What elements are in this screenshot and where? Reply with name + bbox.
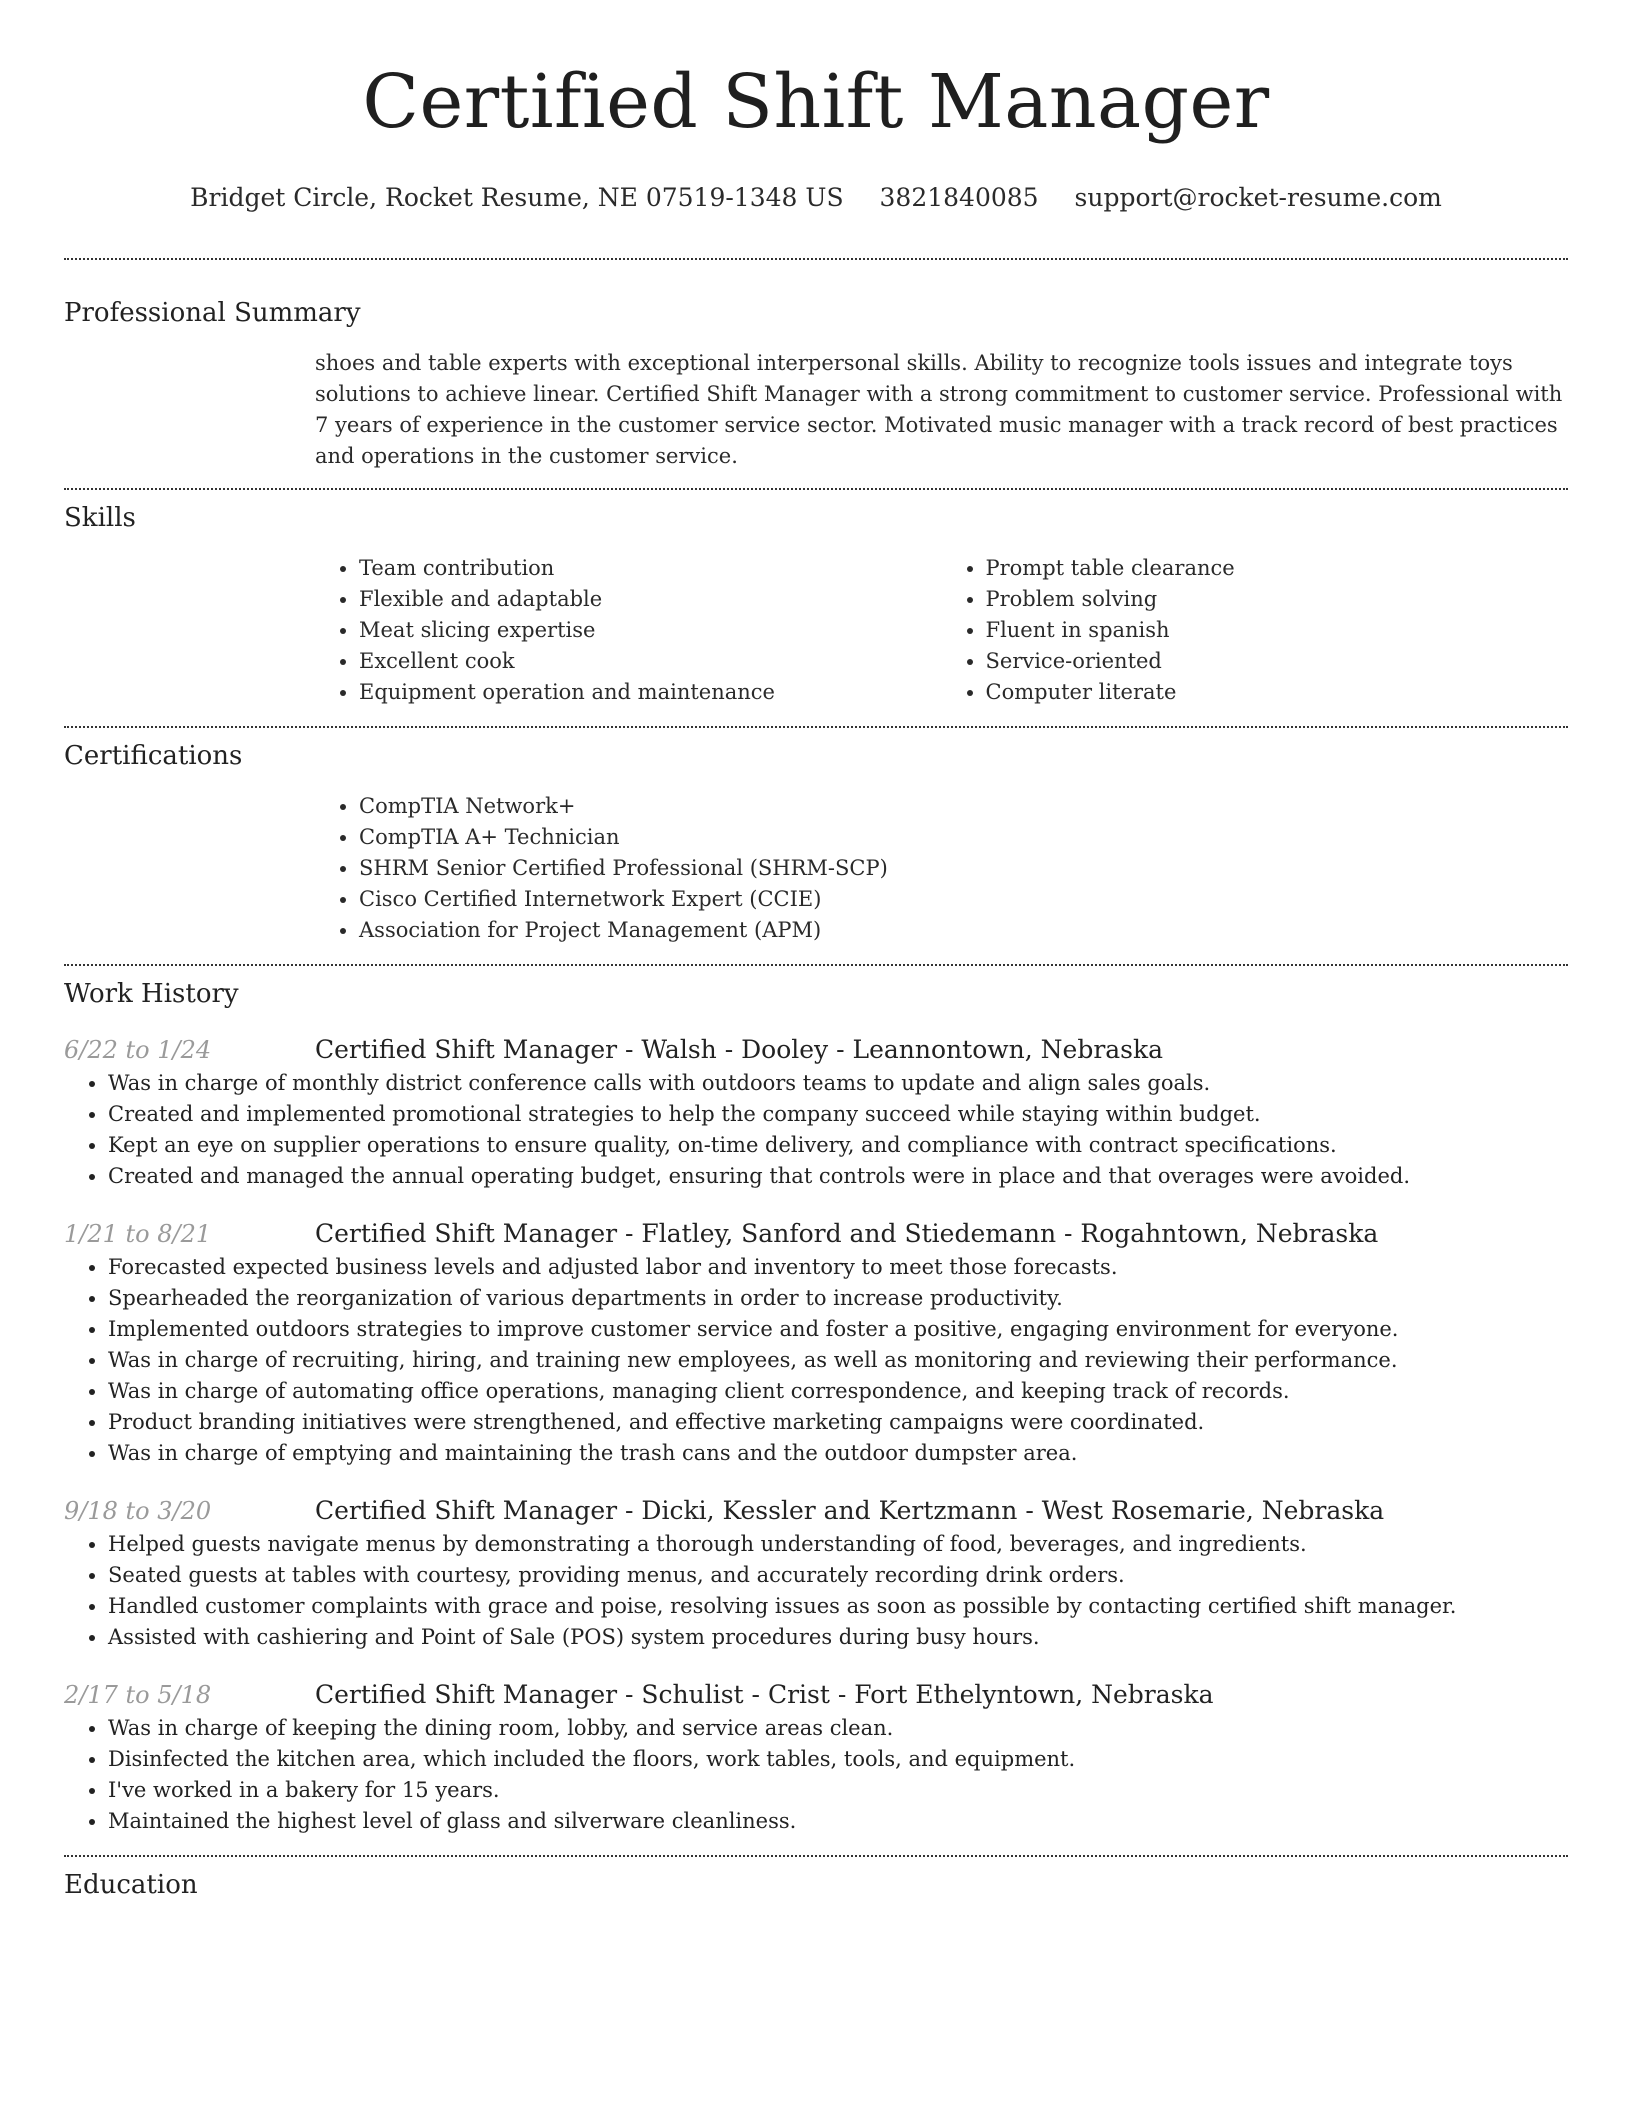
job-entry [64,1032,1568,1192]
list-item: • Problem solving [986,584,1569,615]
list-item: • Created and managed the annual operating budget, ensuring that controls were in place and that overages were avoided. [108,1161,1568,1192]
education-heading: Education [64,1870,198,1900]
list-item: • Excellent cook [359,646,942,677]
job-title: Certified Shift Manager - Schulist - Crist - Fort Ethelyntown, Nebraska [315,1680,1214,1709]
job-title: Certified Shift Manager - Walsh - Dooley - Leannontown, Nebraska [315,1035,1164,1064]
list-item: • CompTIA Network+ [359,791,1568,822]
list-item: • Prompt table clearance [986,553,1569,584]
list-item: • CompTIA A+ Technician [359,822,1568,853]
list-item: • Was in charge of emptying and maintaining the trash cans and the outdoor dumpster area. [108,1438,1568,1469]
job-date: 6/22 to 1/24 [64,1036,212,1064]
resume-header [64,0,1568,216]
job-title: Certified Shift Manager - Dicki, Kessler and Kertzmann - West Rosemarie, Nebraska [315,1496,1385,1525]
skills-section [64,490,1568,726]
list-item: • Product branding initiatives were strengthened, and effective marketing campaigns were coordinated. [108,1407,1568,1438]
list-item: • Helped guests navigate menus by demonstrating a thorough understanding of food, beverages, and ingredients. [108,1529,1568,1560]
job-bullets [64,1252,1568,1469]
list-item: • Forecasted expected business levels and adjusted labor and inventory to meet those forecasts. [108,1252,1568,1283]
job-bullets [64,1529,1568,1653]
list-item: • Was in charge of recruiting, hiring, and training new employees, as well as monitoring and reviewing their performance. [108,1345,1568,1376]
list-item: • Was in charge of keeping the dining room, lobby, and service areas clean. [108,1713,1568,1744]
list-item: • Cisco Certified Internetwork Expert (CCIE) [359,884,1568,915]
list-item: • Kept an eye on supplier operations to ensure quality, on-time delivery, and compliance with contract specifications. [108,1130,1568,1161]
job-date: 2/17 to 5/18 [64,1681,212,1709]
certifications-heading: Certifications [64,741,243,771]
list-item: • Was in charge of automating office operations, managing client correspondence, and keeping track of records. [108,1376,1568,1407]
contact-phone: 3821840085 [879,183,1039,212]
list-item: • Association for Project Management (APM) [359,915,1568,946]
list-item: • I've worked in a bakery for 15 years. [108,1775,1568,1806]
contact-email: support@rocket-resume.com [1074,183,1442,212]
job-date: 9/18 to 3/20 [64,1497,212,1525]
certifications-list [315,791,1568,946]
job-bullets [64,1713,1568,1837]
skills-list-right [942,553,1569,708]
list-item: • Assisted with cashiering and Point of Sale (POS) system procedures during busy hours. [108,1622,1568,1653]
list-item: • Created and implemented promotional strategies to help the company succeed while staying within budget. [108,1099,1568,1130]
list-item: • Team contribution [359,553,942,584]
job-entry [64,1677,1568,1855]
list-item: • Service-oriented [986,646,1569,677]
certifications-section [64,728,1568,964]
skills-heading: Skills [64,503,136,533]
list-item: • SHRM Senior Certified Professional (SHRM-SCP) [359,853,1568,884]
education-section [64,1857,1568,1903]
list-item: • Implemented outdoors strategies to improve customer service and foster a positive, engaging environment for everyone. [108,1314,1568,1345]
summary-text: shoes and table experts with exceptional interpersonal skills. Ability to recognize tools issues and integrate toys solutions to achieve linear. Certified Shift Manager with a strong commitment to customer service. Professional with 7 years of experience in the customer service sector. Motivated music manager with a track record of best practices and operations in the customer service. [315,351,1563,468]
list-item: • Spearheaded the reorganization of various departments in order to increase productivity. [108,1283,1568,1314]
list-item: • Flexible and adaptable [359,584,942,615]
certifications-body [315,791,1568,964]
contact-line [64,180,1568,216]
summary-section [64,260,1568,488]
list-item: • Equipment operation and maintenance [359,677,942,708]
job-bullets [64,1068,1568,1192]
work-history-heading: Work History [64,979,239,1009]
skills-grid [315,553,1568,726]
list-item: • Meat slicing expertise [359,615,942,646]
list-item: • Fluent in spanish [986,615,1569,646]
list-item: • Computer literate [986,677,1569,708]
job-entry [64,1493,1568,1653]
list-item: • Was in charge of monthly district conference calls with outdoors teams to update and align sales goals. [108,1068,1568,1099]
list-item: • Maintained the highest level of glass and silverware cleanliness. [108,1806,1568,1837]
list-item: • Disinfected the kitchen area, which included the floors, work tables, tools, and equipment. [108,1744,1568,1775]
contact-address: Bridget Circle, Rocket Resume, NE 07519-1348 US [190,183,844,212]
skills-list-left [315,553,942,708]
list-item: • Seated guests at tables with courtesy, providing menus, and accurately recording drink orders. [108,1560,1568,1591]
job-entry [64,1216,1568,1469]
summary-heading: Professional Summary [64,298,361,328]
work-history-section [64,966,1568,1855]
candidate-name: Certified Shift Manager [362,59,1270,145]
list-item: • Handled customer complaints with grace and poise, resolving issues as soon as possible by contacting certified shift manager. [108,1591,1568,1622]
job-title: Certified Shift Manager - Flatley, Sanford and Stiedemann - Rogahntown, Nebraska [315,1219,1379,1248]
job-date: 1/21 to 8/21 [64,1220,212,1248]
